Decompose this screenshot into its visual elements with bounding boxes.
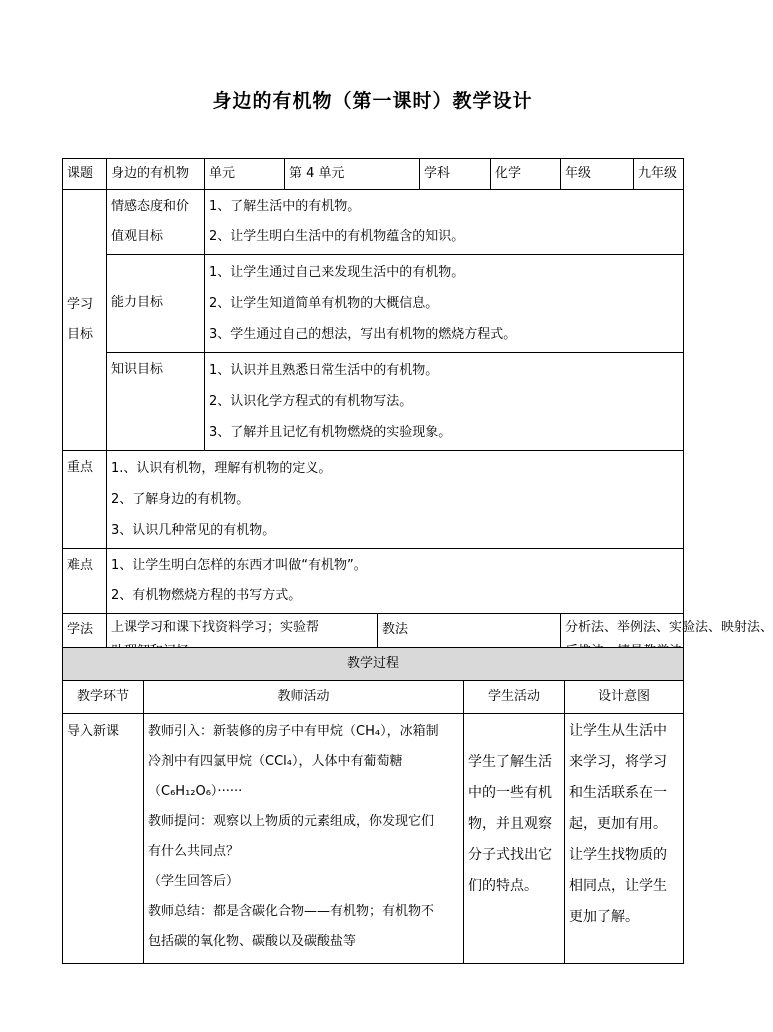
process-heading: 教学过程: [63, 648, 684, 681]
teaching-method-value: 分析法、举例法、实验法、映射法、: [561, 614, 684, 667]
objective-items: [205, 353, 684, 451]
table-row: [63, 714, 684, 964]
teacher-activity: 教师引入：新装修的房子中有甲烷（CH₄），冰箱制 冷剂中有四氯甲烷（CCl₄），人体中有葡萄糖 （C₆H₁₂O₆）······ 教师提问：观察以上物质的元素组成，你发现它们 有什么共同点？ （学生回答后） 教师总结：都是含碳化合物——有机物；有机物不 包括碳的氧化物、碳酸以及碳酸盐等: [144, 714, 464, 964]
process-heading-row: [63, 648, 684, 681]
list-item: 2、让学生知道简单有机物的大概信息。: [209, 296, 439, 311]
list-item: 1、认识并且熟悉日常生活中的有机物。: [209, 363, 439, 378]
page-title: 身边的有机物（第一课时）教学设计: [212, 90, 533, 112]
objective-group-name: 知识目标: [107, 353, 205, 451]
grade-value: 九年级: [634, 159, 684, 190]
difficulties-label: 难点: [63, 549, 107, 614]
difficulties-row: [63, 549, 684, 614]
column-header: 教师活动: [144, 681, 464, 714]
topic-value: 身边的有机物: [107, 159, 205, 190]
list-item: 1、让学生通过自己来发现生活中的有机物。: [209, 265, 465, 280]
list-item: 1.、认识有机物，理解有机物的定义。: [111, 461, 332, 476]
key-points-items: [107, 451, 684, 549]
list-item: 2、让学生明白生活中的有机物蕴含的知识。: [209, 229, 465, 244]
objective-row-knowledge: [63, 353, 684, 451]
list-item: 1、了解生活中的有机物。: [209, 199, 361, 214]
unit-label: 单元: [205, 159, 285, 190]
list-item: 2、了解身边的有机物。: [111, 492, 250, 507]
study-method-label: 学法: [63, 614, 107, 667]
objective-row-ability: [63, 255, 684, 353]
process-column-headers: [63, 681, 684, 714]
column-header: 教学环节: [63, 681, 144, 714]
column-header: 设计意图: [565, 681, 684, 714]
objective-items: [205, 190, 684, 255]
objective-items: [205, 255, 684, 353]
list-item: 3、认识几种常见的有机物。: [111, 523, 276, 538]
study-method-value: 上课学习和课下找资料学习；实验帮: [107, 614, 378, 667]
objective-group-name: 能力目标: [107, 255, 205, 353]
topic-label: 课题: [63, 159, 107, 190]
header-row: [63, 159, 684, 190]
list-item: 3、了解并且记忆有机物燃烧的实验现象。: [209, 425, 452, 440]
list-item: 1、让学生明白怎样的东西才叫做“有机物”。: [111, 558, 367, 573]
subject-label: 学科: [420, 159, 491, 190]
column-header: 学生活动: [464, 681, 565, 714]
student-activity: 学生了解生活 中的一些有机 物，并且观察 分子式找出它 们的特点。: [464, 714, 565, 964]
key-points-row: [63, 451, 684, 549]
list-item: 3、学生通过自己的想法，写出有机物的燃烧方程式。: [209, 327, 517, 342]
teaching-method-label: 教法: [378, 614, 561, 667]
list-item: 2、认识化学方程式的有机物写法。: [209, 394, 413, 409]
key-points-label: 重点: [63, 451, 107, 549]
grade-label: 年级: [561, 159, 634, 190]
list-item: 2、有机物燃烧方程的书写方式。: [111, 588, 302, 603]
unit-value: 第 4 单元: [285, 159, 420, 190]
subject-value: 化学: [491, 159, 561, 190]
objective-row-attitude: [63, 190, 684, 255]
teaching-process-table: [62, 647, 684, 964]
difficulties-items: [107, 549, 684, 614]
lesson-info-table: [62, 158, 773, 667]
objective-group-name: 情感态度和价 值观目标: [107, 190, 205, 255]
process-stage: 导入新课: [63, 714, 144, 964]
design-intent: 让学生从生活中 来学习，将学习 和生活联系在一 起，更加有用。 让学生找物质的 相同点，让学生 更加了解。: [565, 714, 684, 964]
objectives-label: 学习 目标: [63, 190, 107, 451]
